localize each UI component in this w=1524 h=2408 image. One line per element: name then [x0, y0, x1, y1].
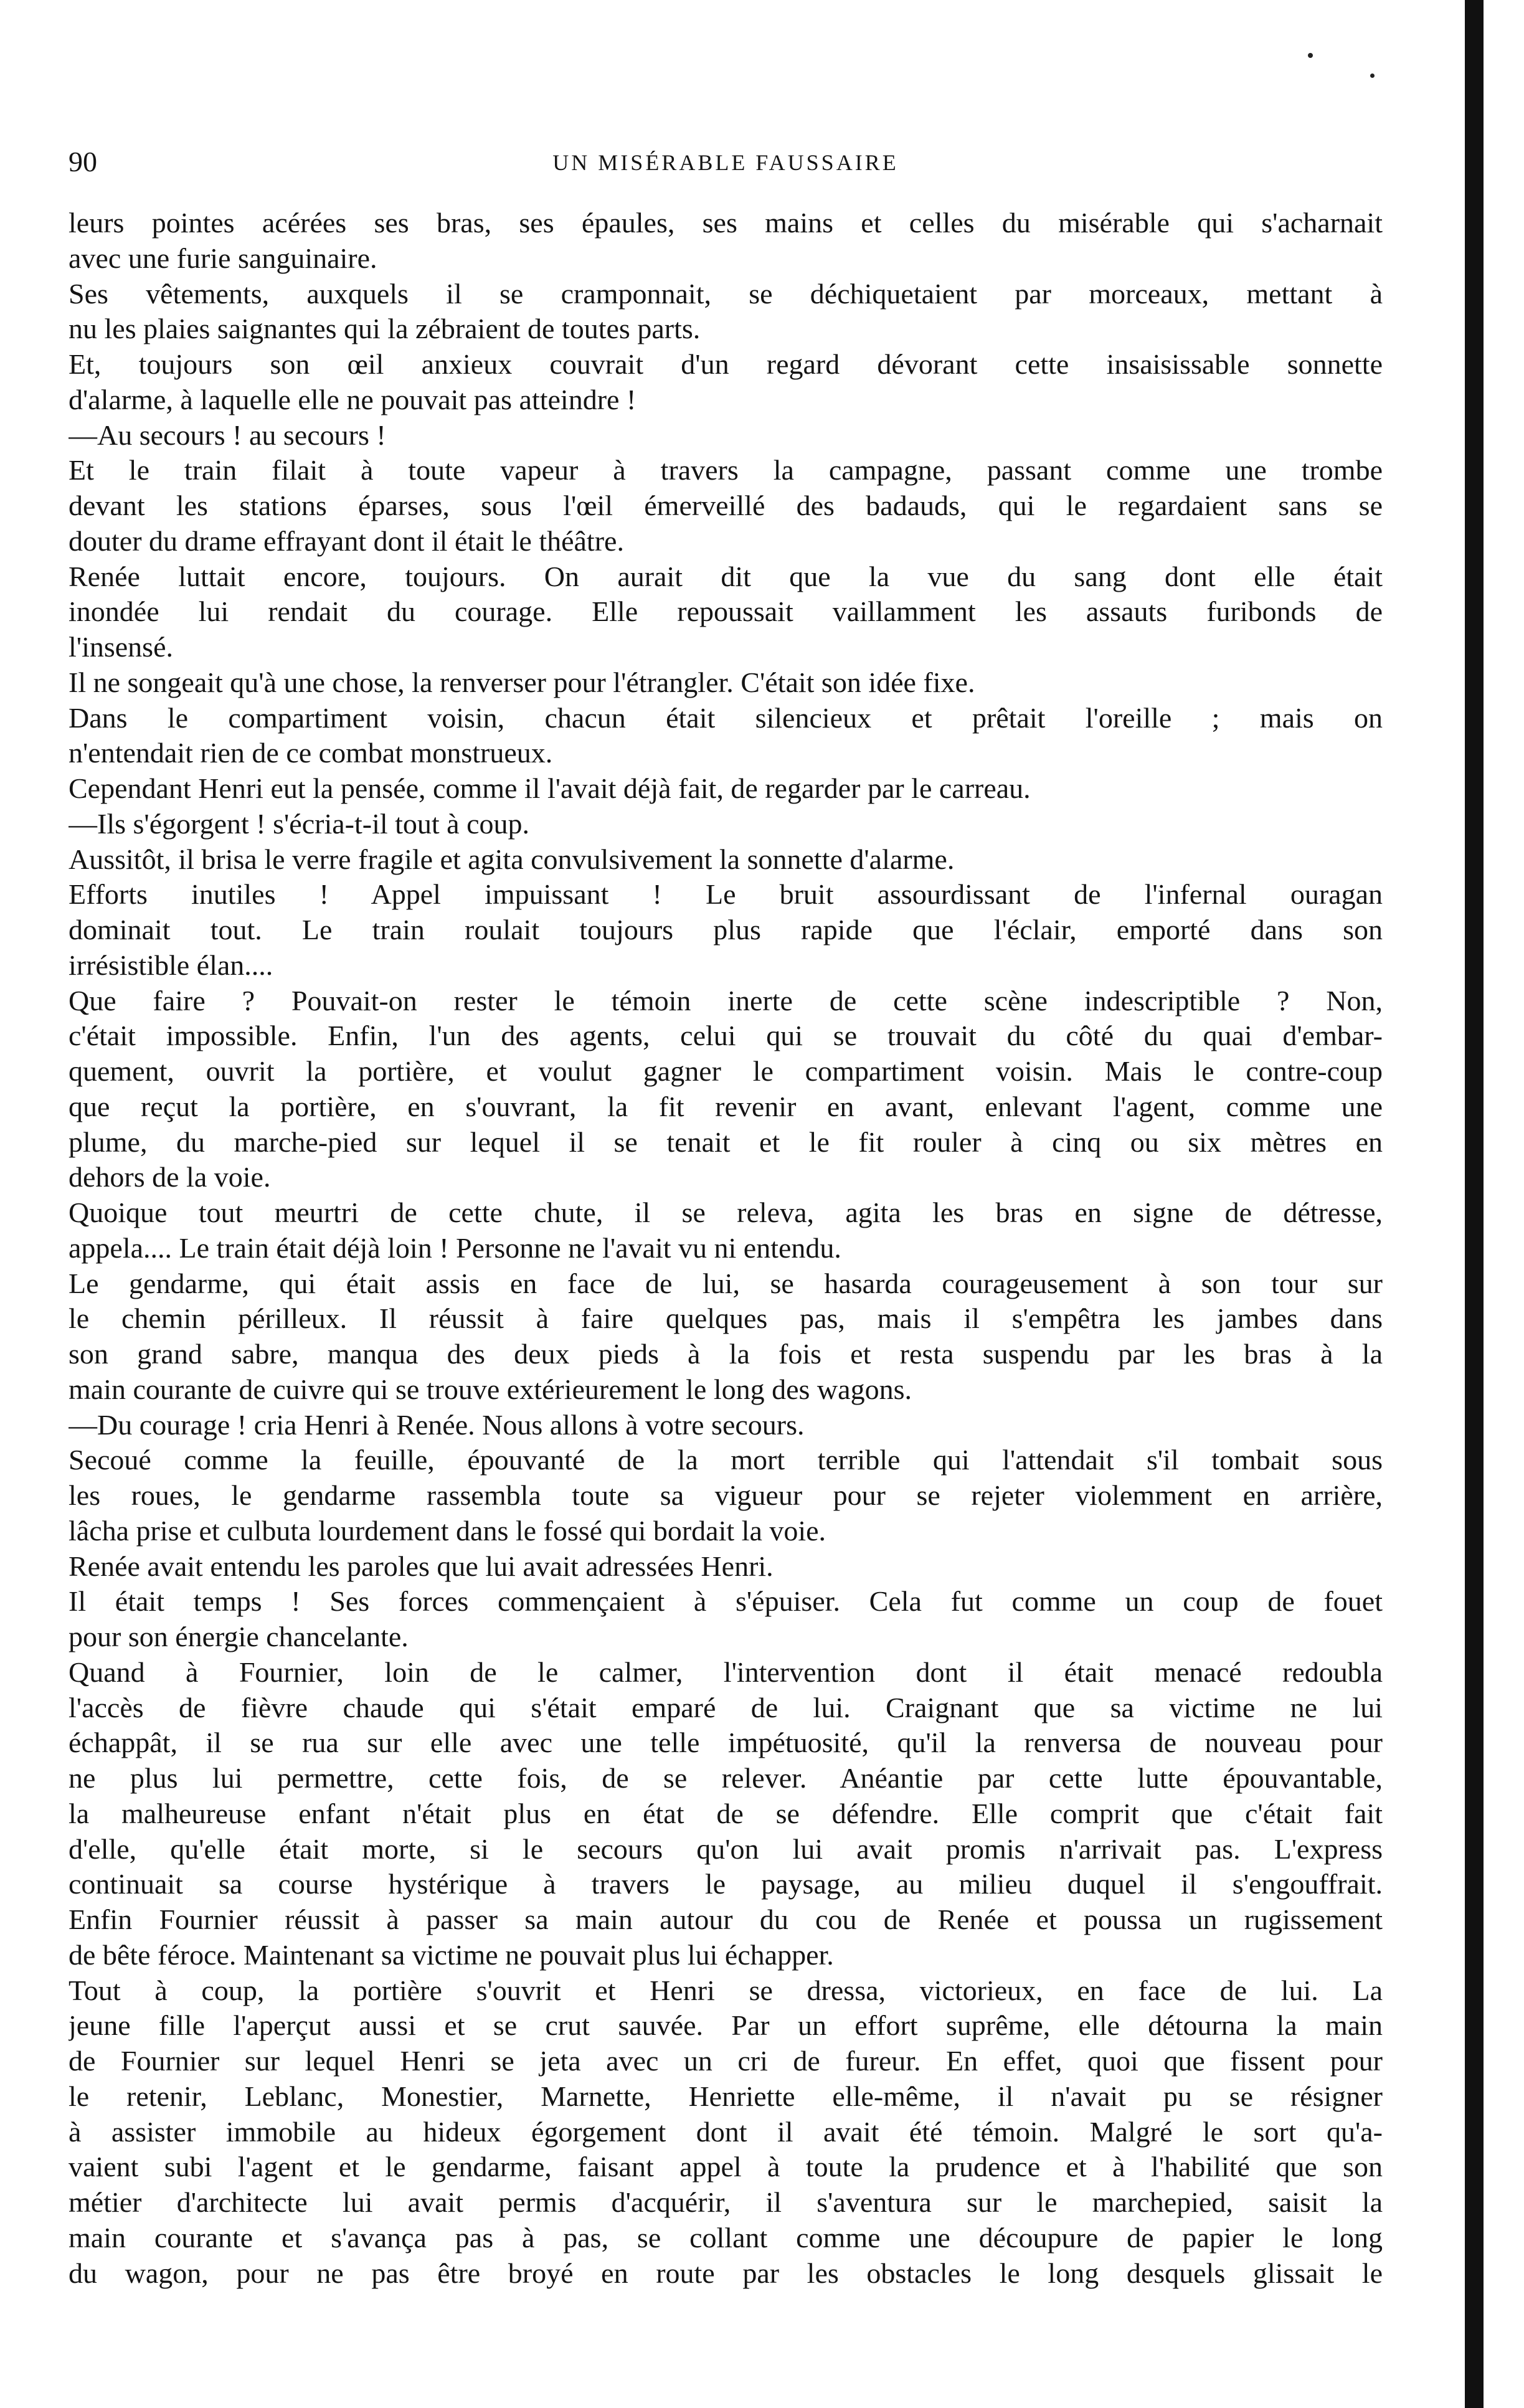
text-line: de bête féroce. Maintenant sa victime ne pouvait plus lui échapper. [69, 1938, 834, 1971]
text-line: Enfin Fournier réussit à passer sa main autour du cou de Renée et poussa un rugissement [69, 1903, 1383, 1935]
text-line: quement, ouvrit la portière, et voulut gagner le compartiment voisin. Mais le contre-coup [69, 1055, 1383, 1087]
text-line: Efforts inutiles ! Appel impuissant ! Le bruit assourdissant de l'infernal ouragan [69, 878, 1383, 911]
text-line: Et le train filait à toute vapeur à travers la campagne, passant comme une trombe [69, 454, 1383, 486]
text-line: d'elle, qu'elle était morte, si le secours qu'on lui avait promis n'arrivait pas. L'express [69, 1832, 1383, 1865]
text-line: nu les plaies saignantes qui la zébraient de toutes parts. [69, 313, 701, 345]
text-line: Dans le compartiment voisin, chacun était silencieux et prêtait l'oreille ; mais on [69, 701, 1383, 734]
body-text [69, 206, 1383, 2291]
text-line: Il était temps ! Ses forces commençaient à s'épuiser. Cela fut comme un coup de fouet [69, 1585, 1383, 1618]
text-line: Renée avait entendu les paroles que lui avait adressées Henri. [69, 1550, 774, 1582]
text-line: Cependant Henri eut la pensée, comme il l'avait déjà fait, de regarder par le carreau. [69, 772, 1031, 804]
text-line: à assister immobile au hideux égorgement dont il avait été témoin. Malgré le sort qu'a- [69, 2115, 1383, 2148]
text-line: irrésistible élan.... [69, 949, 273, 981]
text-line: le chemin périlleux. Il réussit à faire quelques pas, mais il s'empêtra les jambes dans [69, 1302, 1383, 1335]
text-line: du wagon, pour ne pas être broyé en route par les obstacles le long desquels glissait le [69, 2257, 1383, 2289]
text-line: Secoué comme la feuille, épouvanté de la mort terrible qui l'attendait s'il tombait sous [69, 1444, 1383, 1476]
text-line: appela.... Le train était déjà loin ! Personne ne l'avait vu ni entendu. [69, 1231, 841, 1264]
text-line: vaient subi l'agent et le gendarme, faisant appel à toute la prudence et à l'habilité que son [69, 2151, 1383, 2183]
text-line: d'alarme, à laquelle elle ne pouvait pas atteindre ! [69, 383, 637, 415]
scan-border [1465, 0, 1484, 2408]
scan-speck [1370, 73, 1375, 78]
text-line: n'entendait rien de ce combat monstrueux. [69, 737, 553, 769]
text-line: avec une furie sanguinaire. [69, 242, 377, 274]
running-title: UN MISÉRABLE FAUSSAIRE [552, 150, 899, 175]
text-line: que reçut la portière, en s'ouvrant, la fit revenir en avant, enlevant l'agent, comme une [69, 1090, 1383, 1122]
text-line: dehors de la voie. [69, 1161, 271, 1193]
text-line: l'accès de fièvre chaude qui s'était emparé de lui. Craignant que sa victime ne lui [69, 1691, 1383, 1723]
text-line: de Fournier sur lequel Henri se jeta avec un cri de fureur. En effet, quoi que fissent pour [69, 2045, 1383, 2077]
text-line: plume, du marche-pied sur lequel il se tenait et le fit rouler à cinq ou six mètres en [69, 1126, 1383, 1158]
text-line: Le gendarme, qui était assis en face de lui, se hasarda courageusement à son tour sur [69, 1267, 1383, 1299]
text-line: Et, toujours son œil anxieux couvrait d'un regard dévorant cette insaisissable sonnette [69, 348, 1383, 380]
text-line: continuait sa course hystérique à travers le paysage, au milieu duquel il s'engouffrait. [69, 1868, 1383, 1900]
text-line: —Ils s'égorgent ! s'écria-t-il tout à coup. [69, 807, 530, 840]
text-line: main courante de cuivre qui se trouve extérieurement le long des wagons. [69, 1373, 912, 1405]
text-line: Tout à coup, la portière s'ouvrit et Henri se dressa, victorieux, en face de lui. La [69, 1974, 1383, 2006]
text-line: dominait tout. Le train roulait toujours plus rapide que l'éclair, emporté dans son [69, 914, 1383, 946]
text-line: pour son énergie chancelante. [69, 1621, 409, 1652]
text-line: la malheureuse enfant n'était plus en état de se défendre. Elle comprit que c'était fait [69, 1797, 1383, 1829]
text-line: métier d'architecte lui avait permis d'acquérir, il s'aventura sur le marchepied, saisit la [69, 2186, 1383, 2218]
text-line: Il ne songeait qu'à une chose, la renverser pour l'étrangler. C'était son idée fixe. [69, 666, 975, 698]
text-line: Ses vêtements, auxquels il se cramponnait, se déchiquetaient par morceaux, mettant à [69, 277, 1383, 310]
page-number: 90 [69, 146, 97, 178]
text-line: les roues, le gendarme rassembla toute sa vigueur pour se rejeter violemment en arrière, [69, 1479, 1383, 1511]
text-line: —Au secours ! au secours ! [69, 419, 386, 451]
page-header [69, 143, 1383, 187]
text-line: son grand sabre, manqua des deux pieds à la fois et resta suspendu par les bras à la [69, 1338, 1383, 1370]
text-line: Quoique tout meurtri de cette chute, il se releva, agita les bras en signe de détresse, [69, 1197, 1383, 1228]
text-line: c'était impossible. Enfin, l'un des agents, celui qui se trouvait du côté du quai d'embar- [69, 1020, 1383, 1052]
scan-speck [1308, 53, 1313, 58]
text-line: l'insensé. [69, 631, 173, 663]
text-line: Quand à Fournier, loin de le calmer, l'intervention dont il était menacé redoubla [69, 1656, 1383, 1688]
text-line: Aussitôt, il brisa le verre fragile et agita convulsivement la sonnette d'alarme. [69, 843, 955, 875]
text-line: douter du drame effrayant dont il était le théâtre. [69, 524, 624, 557]
text-line: lâcha prise et culbuta lourdement dans le fossé qui bordait la voie. [69, 1514, 826, 1547]
text-line: inondée lui rendait du courage. Elle repoussait vaillamment les assauts furibonds de [69, 595, 1383, 628]
text-line: échappât, il se rua sur elle avec une telle impétuosité, qu'il la renversa de nouveau pour [69, 1727, 1383, 1759]
text-line: leurs pointes acérées ses bras, ses épaules, ses mains et celles du misérable qui s'acharnait [69, 207, 1383, 239]
text-line: le retenir, Leblanc, Monestier, Marnette, Henriette elle-même, il n'avait pu se résigner [69, 2080, 1383, 2112]
text-line: ne plus lui permettre, cette fois, de se relever. Anéantie par cette lutte épouvantable, [69, 1762, 1383, 1794]
text-line: —Du courage ! cria Henri à Renée. Nous allons à votre secours. [69, 1408, 805, 1441]
text-line: Que faire ? Pouvait-on rester le témoin inerte de cette scène indescriptible ? Non, [69, 984, 1383, 1017]
text-line: devant les stations éparses, sous l'œil émerveillé des badauds, qui le regardaient sans se [69, 490, 1383, 521]
text-line: jeune fille l'aperçut aussi et se crut sauvée. Par un effort suprême, elle détourna la main [69, 2009, 1383, 2042]
text-line: main courante et s'avança pas à pas, se collant comme une découpure de papier le long [69, 2221, 1383, 2254]
text-line: Renée luttait encore, toujours. On aurait dit que la vue du sang dont elle était [69, 560, 1383, 592]
